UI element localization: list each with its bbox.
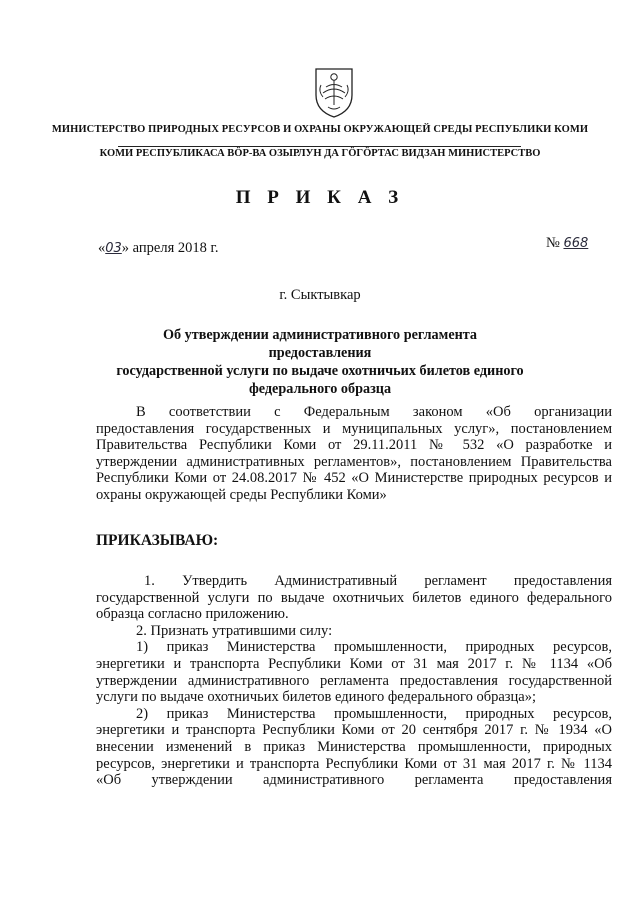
text-line: Правительства Республики Коми от 29.11.2011 № 532 «О разработке и (96, 437, 612, 454)
text-line: услуги по выдаче охотничьих билетов единого федерального образца»; (96, 689, 536, 706)
number-handwritten: 668 (563, 236, 589, 251)
date-day-handwritten: 03 (105, 241, 122, 256)
text-line: предоставления государственных и муниципальных услуг», постановлением (96, 420, 612, 437)
order-items (96, 573, 612, 789)
heading-line: федерального образца (248, 381, 392, 397)
heading-line: Об утверждении административного регламента предоставления (162, 327, 478, 361)
coat-of-arms-emblem (313, 65, 355, 119)
text-line: 2. Признать утратившими силу: (136, 622, 333, 639)
text-line: В соответствии с Федеральным законом «Об организации (136, 404, 612, 420)
document-number (546, 235, 588, 252)
number-label: № (546, 235, 560, 251)
text-line: государственной услуги по выдаче охотничьих билетов единого федерального (96, 589, 612, 606)
text-line: утверждении административного регламента предоставления государственной (96, 672, 612, 689)
text-line: энергетики и транспорта Республики Коми от 20 сентября 2017 г. № 1934 «О (96, 722, 612, 739)
ministry-name-komi: КОМИ РЕСПУБЛИКАСА ВӦР-ВА ОЗЫРЛУН ДА ГӦГӦРТАС ВИДЗАН МИНИСТЕРСТВО (99, 148, 541, 159)
date-month-year: » апреля 2018 г. (121, 240, 219, 256)
text-line: «Об утверждении административного регламента предоставления (96, 772, 612, 789)
text-line: внесении изменений в приказ Министерства промышленности, природных (96, 738, 612, 755)
text-line: образца согласно приложению. (96, 606, 289, 623)
text-line: энергетики и транспорта Республики Коми от 31 мая 2017 г. № 1134 «Об (96, 655, 612, 672)
city-line: г. Сыктывкар (279, 287, 361, 303)
text-line: утверждении административных регламентов», постановлением Правительства (96, 453, 612, 470)
preamble-paragraph (96, 404, 612, 504)
text-line: Республики Коми от 24.08.2017 № 452 «О Министерстве природных ресурсов и (96, 470, 612, 487)
ministry-name-russian: МИНИСТЕРСТВО ПРИРОДНЫХ РЕСУРСОВ И ОХРАНЫ ОКРУЖАЮЩЕЙ СРЕДЫ РЕСПУБЛИКИ КОМИ (51, 124, 589, 135)
order-keyword: ПРИКАЗЫВАЮ: (96, 532, 219, 549)
text-line: 1. Утвердить Административный регламент предоставления (144, 573, 612, 589)
document-heading (110, 326, 530, 398)
text-line: 1) приказ Министерства промышленности, природных ресурсов, (136, 639, 612, 656)
text-line: охраны окружающей среды Республики Коми» (96, 486, 387, 503)
document-title: П Р И К А З (235, 187, 405, 208)
heading-line: государственной услуги по выдаче охотничьих билетов единого (116, 363, 524, 379)
text-line: ресурсов, энергетики и транспорта Республики Коми от 31 мая 2017 г. № 1134 (96, 755, 612, 772)
header-divider (118, 146, 521, 147)
text-line: 2) приказ Министерства промышленности, природных ресурсов, (136, 705, 612, 722)
date-open-quote: « (98, 240, 106, 256)
document-date (98, 240, 218, 257)
